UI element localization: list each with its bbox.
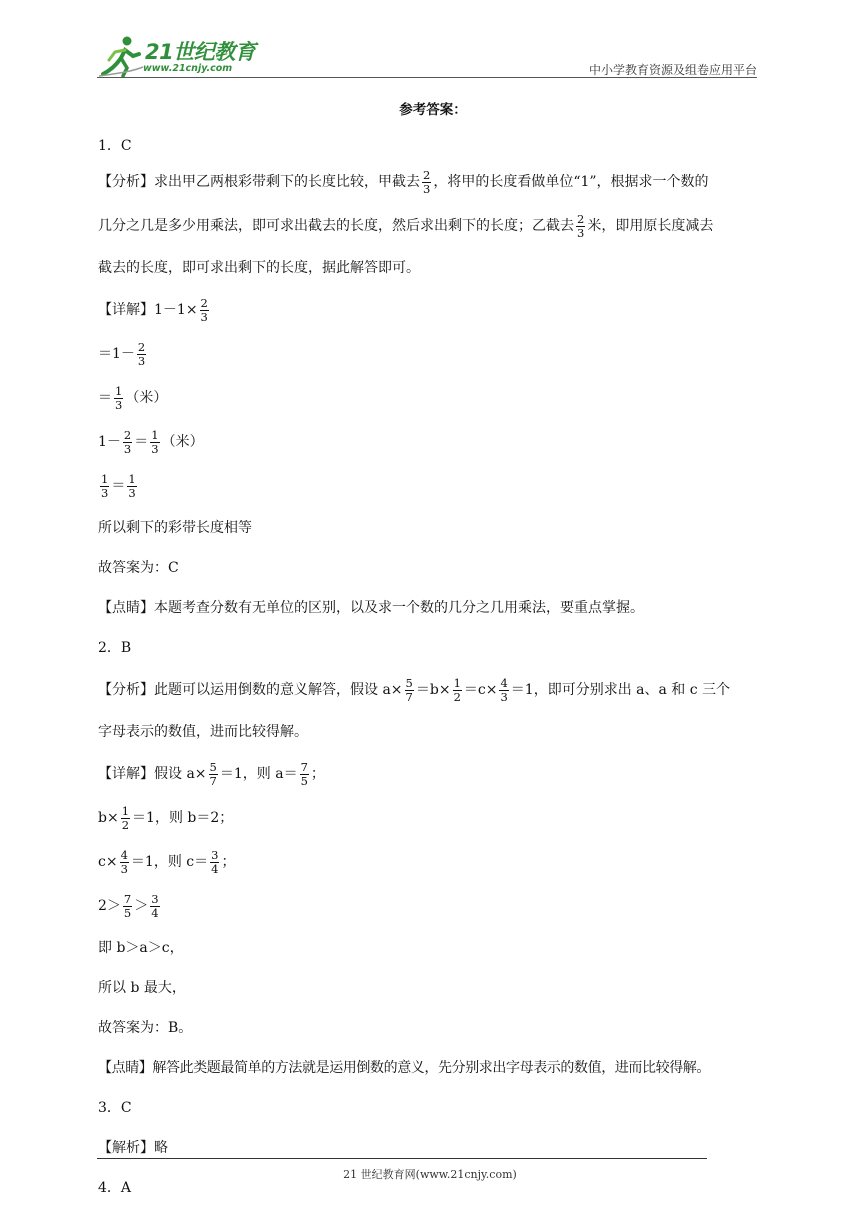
fraction: [300, 761, 309, 788]
header-divider: [97, 77, 757, 78]
q3-answer: 3．C: [98, 1100, 132, 1116]
denominator: 3: [500, 689, 508, 704]
text: ；: [310, 766, 325, 782]
greater-than: ＞: [134, 898, 149, 914]
denominator: 3: [423, 181, 431, 196]
runner-logo-icon: [97, 34, 145, 78]
numerator: 1: [121, 803, 130, 818]
fraction: [120, 849, 129, 876]
q1-answer: 1．C: [98, 138, 132, 154]
text: 【分析】求出甲乙两根彩带剩下的长度比较，甲截去: [98, 174, 420, 190]
text: ＝1，则 a＝: [219, 766, 298, 782]
numerator: 1: [128, 471, 136, 486]
text: ＝1，即可分别求出 a、a 和 c 三个: [510, 682, 731, 698]
platform-name: 中小学教育资源及组卷应用平台: [588, 63, 757, 77]
unit: （米）: [125, 390, 168, 406]
text: ＝c×: [463, 682, 498, 698]
text: 米，即用原长度减去: [587, 218, 714, 234]
denominator: 4: [211, 861, 219, 876]
numerator: 4: [500, 675, 508, 690]
page-title: 参考答案：: [399, 102, 467, 118]
fraction: [121, 805, 130, 832]
text: ＝1－: [98, 346, 135, 362]
q1-analysis-line1: [98, 160, 768, 204]
fraction: [123, 429, 132, 456]
q3-analysis: 【解析】略: [98, 1140, 168, 1156]
q2-answer: 2．B: [98, 640, 132, 656]
fraction: [150, 429, 159, 456]
text: c×: [98, 854, 118, 870]
answer-content: [98, 100, 768, 1208]
denominator: 4: [151, 905, 159, 920]
numerator: 1: [151, 427, 159, 442]
q1-detail-eq4: [98, 420, 768, 464]
q2-analysis-line2: 字母表示的数值，进而比较得解。: [98, 724, 308, 740]
q2-max: 所以 b 最大，: [98, 980, 186, 996]
equals: ＝: [111, 478, 126, 494]
text: b×: [98, 810, 119, 826]
q4-answer: 4．A: [98, 1180, 132, 1196]
numerator: 5: [405, 675, 413, 690]
numerator: 7: [300, 759, 308, 774]
denominator: 3: [101, 485, 109, 500]
q2-detail-c: [98, 840, 768, 884]
fraction: [499, 677, 508, 704]
footer-divider: [97, 1158, 707, 1159]
q2-comment: 【点睛】解答此类题最简单的方法就是运用倒数的意义，先分别求出字母表示的数值，进而比较得解。: [98, 1060, 710, 1076]
q1-conclusion: 所以剩下的彩带长度相等: [98, 520, 252, 536]
fraction: [123, 893, 132, 920]
denominator: 3: [577, 225, 585, 240]
fraction: [114, 385, 123, 412]
numerator: 2: [123, 427, 132, 442]
q2-detail-b: [98, 796, 768, 840]
q2-analysis-line1: [98, 668, 768, 712]
numerator: 2: [423, 167, 431, 182]
fraction: [453, 677, 462, 704]
fraction: [210, 849, 219, 876]
q1-analysis-line2: [98, 204, 768, 248]
fraction: [150, 893, 159, 920]
numerator: 1: [101, 471, 109, 486]
q1-detail-eq5: [98, 464, 768, 508]
equals: ＝: [134, 434, 149, 450]
denominator: 3: [137, 353, 146, 368]
denominator: 3: [115, 397, 123, 412]
denominator: 3: [120, 861, 128, 876]
text: ＝1，则 c＝: [130, 854, 209, 870]
fraction: [100, 473, 109, 500]
denominator: 3: [123, 441, 132, 456]
page-footer[interactable]: 21 世纪教育网(www.21cnjy.com): [343, 1168, 517, 1181]
text: 2＞: [98, 898, 121, 914]
denominator: 5: [123, 905, 132, 920]
fraction: [137, 341, 146, 368]
text: ＝b×: [415, 682, 451, 698]
q2-order: 即 b＞a＞c，: [98, 940, 184, 956]
text: 【分析】此题可以运用倒数的意义解答，假设 a×: [98, 682, 403, 698]
numerator: 4: [120, 847, 128, 862]
q2-detail-a: [98, 752, 768, 796]
denominator: 5: [300, 773, 308, 788]
q1-detail-eq3: [98, 376, 768, 420]
numerator: 3: [151, 891, 159, 906]
fraction: [127, 473, 136, 500]
q2-final-answer: 故答案为：B。: [98, 1020, 193, 1036]
text: 1－: [98, 434, 121, 450]
denominator: 7: [405, 689, 413, 704]
denominator: 3: [200, 309, 208, 324]
text: ；: [221, 854, 236, 870]
q1-final-answer: 故答案为：C: [98, 560, 179, 576]
text: ＝1，则 b＝2；: [132, 810, 234, 826]
denominator: 2: [453, 689, 461, 704]
text: 【详解】假设 a×: [98, 766, 207, 782]
unit: （米）: [161, 434, 204, 450]
numerator: 3: [211, 847, 219, 862]
text: ＝: [98, 390, 112, 406]
numerator: 5: [209, 759, 217, 774]
denominator: 2: [121, 817, 130, 832]
q1-detail-eq2: [98, 332, 768, 376]
text: ，将甲的长度看做单位“1”，根据求一个数的: [433, 174, 709, 190]
logo-text: 21世纪教育: [145, 40, 256, 64]
numerator: 2: [200, 295, 208, 310]
numerator: 7: [123, 891, 132, 906]
fraction: [405, 677, 414, 704]
text: 【详解】1－1×: [98, 302, 198, 318]
text: 几分之几是多少用乘法，即可求出截去的长度，然后求出剩下的长度；乙截去: [98, 218, 574, 234]
numerator: 2: [577, 211, 585, 226]
q2-detail-compare: [98, 884, 768, 928]
logo-url: www.21cnjy.com: [143, 63, 233, 74]
numerator: 2: [137, 339, 146, 354]
fraction: [200, 297, 209, 324]
fraction: [576, 213, 585, 240]
q1-detail-eq1: [98, 288, 768, 332]
denominator: 3: [151, 441, 159, 456]
numerator: 1: [453, 675, 461, 690]
fraction: [209, 761, 218, 788]
q1-analysis-line3: 截去的长度，即可求出剩下的长度，据此解答即可。: [98, 260, 420, 276]
fraction: [422, 169, 431, 196]
site-logo[interactable]: [97, 34, 267, 78]
page-header: [97, 34, 757, 78]
denominator: 3: [128, 485, 136, 500]
q1-comment: 【点睛】本题考查分数有无单位的区别，以及求一个数的几分之几用乘法，要重点掌握。: [98, 600, 644, 616]
numerator: 1: [115, 383, 123, 398]
denominator: 7: [209, 773, 217, 788]
